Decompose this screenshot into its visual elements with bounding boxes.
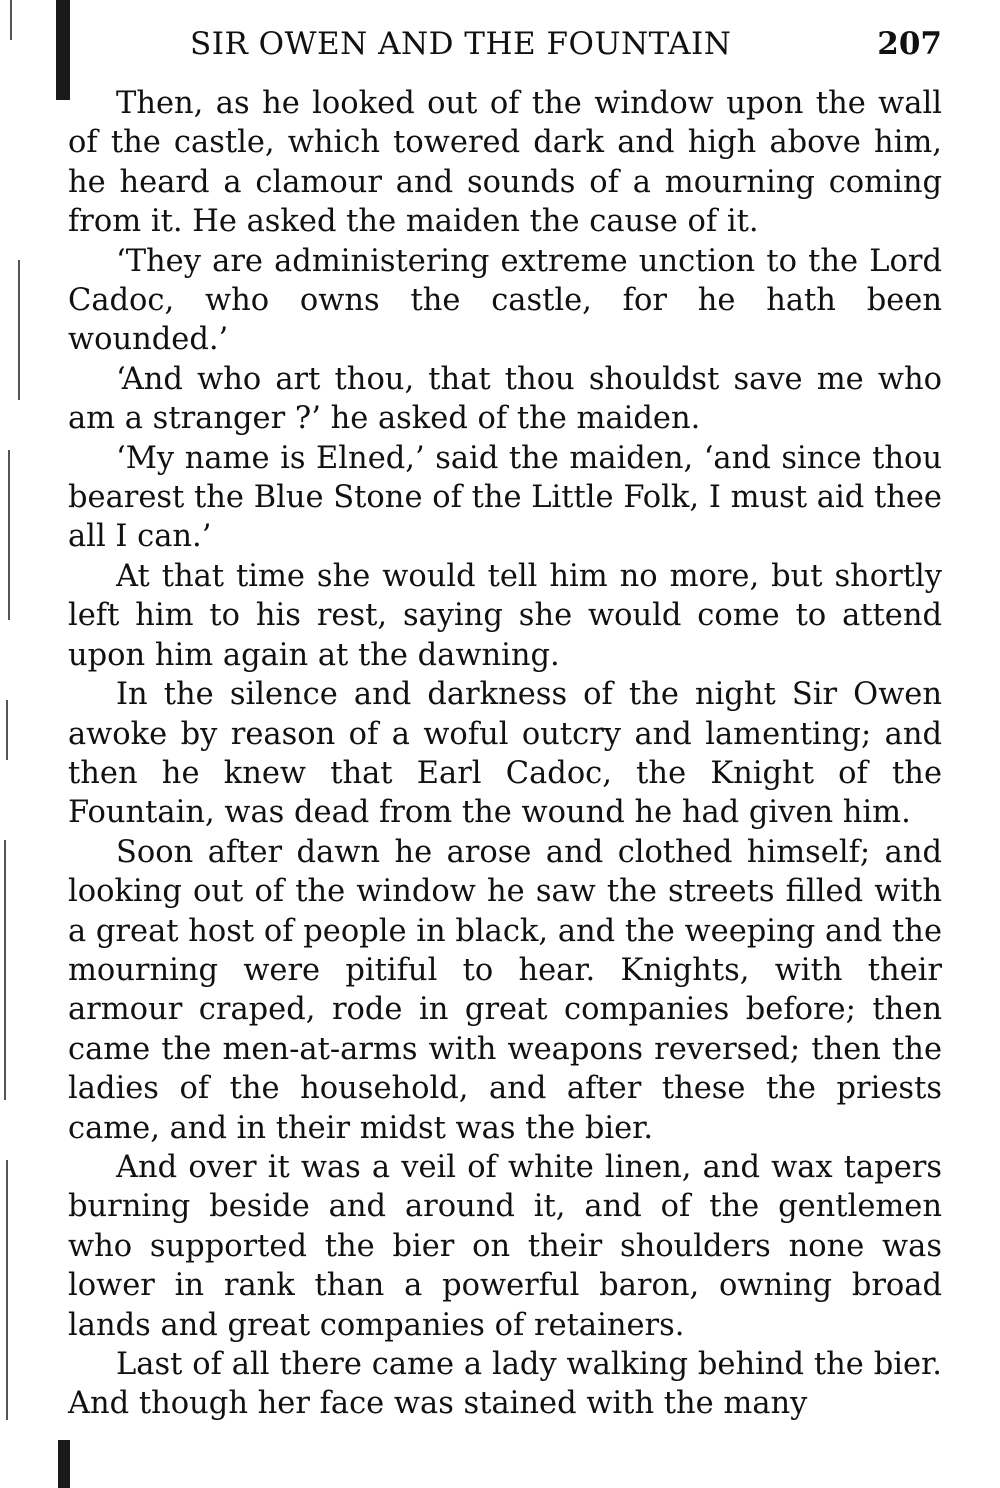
paragraph: At that time she would tell him no more, but shortly left him to his rest, saying she would come to attend upon him again at the dawning.: [68, 558, 942, 673]
paragraph: In the silence and darkness of the night Sir Owen awoke by reason of a woful outcry and lamenting; and then he knew that Earl Cadoc, the Knight of the Fountain, was dead from the wound he had given him.: [68, 677, 942, 831]
scan-edge-line: [6, 1160, 8, 1420]
scan-edge-line: [18, 260, 20, 400]
paragraph: Soon after dawn he arose and clothed himself; and looking out of the window he saw the streets filled with a great host of people in black, and the weeping and the mourning were pitiful to hear. Knights, with their armour craped, rode in great companies before; then came the men-at-arms with weapons reversed; then the ladies of the household, and after these the priests came, and in their midst was the bier.: [68, 834, 942, 1146]
paragraph: ‘They are administering extreme unction to the Lord Cadoc, who owns the castle, for he hath been wounded.’: [68, 243, 942, 358]
paragraph: And over it was a veil of white linen, and wax tapers burning beside and around it, and of the gentlemen who supported the bier on their shoulders none was lower in rank than a powerful baron, owning broad lands and great companies of retainers.: [68, 1149, 942, 1343]
scan-edge-mark-bottom: [58, 1440, 70, 1488]
paragraph: Last of all there came a lady walking behind the bier. And though her face was stained with the many: [68, 1347, 942, 1422]
scan-edge-line: [6, 700, 8, 760]
page-header: [190, 26, 942, 66]
running-title: SIR OWEN AND THE FOUNTAIN: [190, 26, 732, 62]
scan-edge-line: [8, 450, 10, 620]
scan-edge-line: [10, 0, 12, 40]
paragraph: ‘And who art thou, that thou shouldst save me who am a stranger ?’ he asked of the maiden.: [68, 361, 942, 437]
paragraph: Then, as he looked out of the window upon the wall of the castle, which towered dark and high above him, he heard a clamour and sounds of a mourning coming from it. He asked the maiden the cause of it.: [68, 86, 942, 240]
body-text: [68, 84, 942, 1424]
paragraph: ‘My name is Elned,’ said the maiden, ‘and since thou bearest the Blue Stone of the Little Folk, I must aid thee all I can.’: [68, 440, 942, 555]
page-number: 207: [877, 26, 942, 62]
scan-edge-line: [4, 840, 6, 1100]
